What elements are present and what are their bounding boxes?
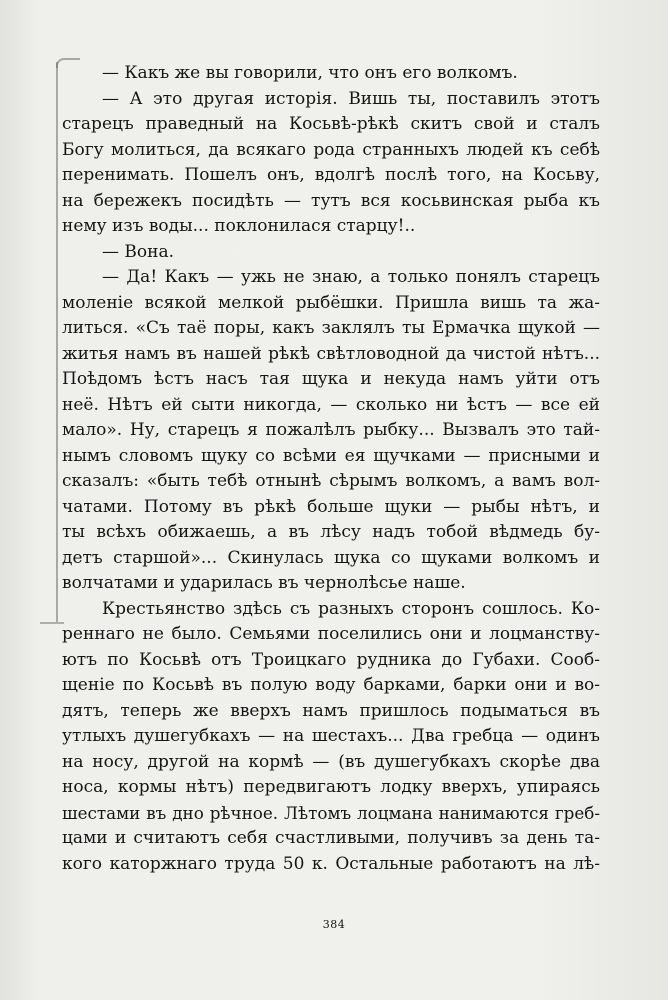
text-line: на носу, другой на кормѣ — (въ душегубкахъ скорѣе два xyxy=(62,751,600,772)
text-line: реннаго не было. Семьями поселились они и лоцманству- xyxy=(62,624,600,644)
text-line: Богу молиться, да всякаго рода странныхъ людей къ себѣ xyxy=(62,139,600,160)
pasted-slip-edge-bottom xyxy=(40,612,64,624)
text-line: — Да! Какъ — ужь не знаю, а только понялъ старецъ xyxy=(102,267,600,287)
text-line: старецъ праведный на Косьвѣ-рѣкѣ скитъ свой и сталъ xyxy=(62,114,600,134)
text-line: — Какъ же вы говорили, что онъ его волкомъ. xyxy=(102,63,518,83)
text-line: Крестьянство здѣсь съ разныхъ сторонъ сошлось. Ко- xyxy=(102,598,600,619)
text-line: Поѣдомъ ѣстъ насъ тая щука и некуда намъ уйти отъ xyxy=(62,369,600,389)
text-line: чатами. Потому въ рѣкѣ больше щуки — рыбы нѣтъ, и xyxy=(62,496,600,517)
text-line: дятъ, теперь же вверхъ намъ пришлось подыматься въ xyxy=(62,700,600,721)
text-line: шестами въ дно рѣчное. Лѣтомъ лоцмана нанимаются греб- xyxy=(62,802,600,823)
text-line: — Вона. xyxy=(102,241,175,262)
text-line: ютъ по Косьвѣ отъ Троицкаго рудника до Губахи. Сооб- xyxy=(62,649,600,670)
text-line: волчатами и ударилась въ чернолѣсье наше. xyxy=(62,573,466,593)
text-line: — А это другая исторія. Вишь ты, поставилъ этотъ xyxy=(102,88,600,109)
text-line: нему изъ воды... поклонилася старцу!.. xyxy=(62,216,416,236)
text-line: кого каторжнаго труда 50 к. Остальные работаютъ на лѣ- xyxy=(62,853,600,874)
text-line: детъ старшой»... Скинулась щука со щуками волкомъ и xyxy=(62,547,600,568)
text-line: литься. «Съ таё поры, какъ заклялъ ты Ермачка щукой — xyxy=(62,318,600,338)
text-line: нымъ словомъ щуку со всѣми ея щучками — присными и xyxy=(62,445,600,466)
text-line: житья намъ въ нашей рѣкѣ свѣтловодной да чистой нѣтъ... xyxy=(62,343,600,364)
text-line: сказалъ: «быть тебѣ отнынѣ сѣрымъ волкомъ, а вамъ вол- xyxy=(62,471,600,491)
text-line: неё. Нѣтъ ей сыти никогда, — сколько ни ѣстъ — все ей xyxy=(62,394,600,415)
text-line: утлыхъ душегубкахъ — на шестахъ... Два гребца — одинъ xyxy=(62,726,600,746)
text-line: щеніе по Косьвѣ въ полую воду барками, барки они и во- xyxy=(62,675,600,695)
text-line: на бережекъ посидѣть — тутъ вся косьвинская рыба къ xyxy=(62,190,600,211)
page-number: 384 xyxy=(322,918,346,931)
text-line: моленіе всякой мелкой рыбёшки. Пришла вишь та жа- xyxy=(62,292,600,313)
text-line: носа, кормы нѣтъ) передвигаютъ лодку вверхъ, упираясь xyxy=(62,777,600,797)
body-text xyxy=(62,61,600,877)
text-line: мало». Ну, старецъ я пожалѣлъ рыбку... Вызвалъ это тай- xyxy=(62,420,600,440)
pasted-slip-edge-left xyxy=(56,62,60,622)
text-line: ты всѣхъ обижаешь, а въ лѣсу надъ тобой вѣдмедь бу- xyxy=(62,522,600,542)
text-line: перенимать. Пошелъ онъ, вдолгѣ послѣ того, на Косьву, xyxy=(62,165,600,185)
text-line: цами и считаютъ себя счастливыми, получивъ за день та- xyxy=(62,828,600,848)
